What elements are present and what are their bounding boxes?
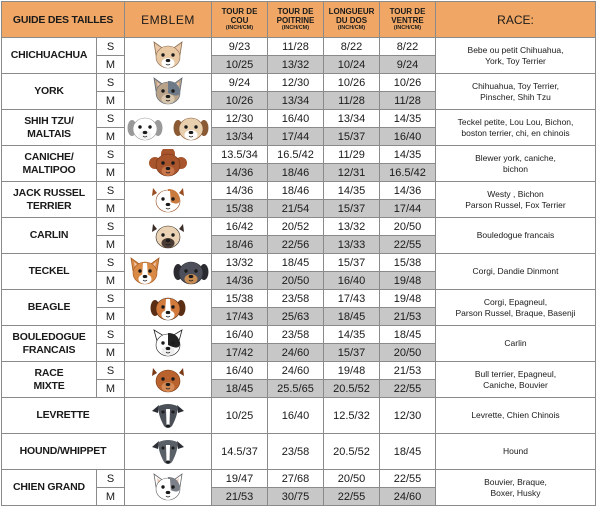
tour-de-ventre-value: 9/24: [380, 56, 436, 74]
longueur-du-dos-value: 20.5/52: [324, 434, 380, 470]
tour-de-ventre-value: 18/45: [380, 434, 436, 470]
breed-name: BOULEDOGUE FRANCAIS: [2, 326, 97, 362]
poodle-face-icon: [125, 149, 211, 179]
table-row: [2, 362, 596, 380]
tour-de-poitrine-value: 12/30: [268, 74, 324, 92]
tour-de-ventre-value: 22/55: [380, 470, 436, 488]
table-row: [2, 398, 596, 434]
tour-de-cou-value: 12/30: [212, 110, 268, 128]
tour-de-poitrine-value: 24/60: [268, 344, 324, 362]
tour-de-cou-value: 16/42: [212, 218, 268, 236]
longueur-du-dos-value: 11/29: [324, 146, 380, 164]
tour-de-poitrine-value: 23/58: [268, 326, 324, 344]
tour-de-cou-value: 15/38: [212, 290, 268, 308]
table-row: [2, 290, 596, 308]
tour-de-ventre-value: 14/35: [380, 146, 436, 164]
longueur-du-dos-value: 20.5/52: [324, 380, 380, 398]
table-row: [2, 254, 596, 272]
tour-de-poitrine-value: 13/34: [268, 92, 324, 110]
tour-de-poitrine-value: 20/50: [268, 272, 324, 290]
tour-de-poitrine-value: 11/28: [268, 38, 324, 56]
tour-de-poitrine-value: 16.5/42: [268, 146, 324, 164]
longueur-du-dos-value: 13/33: [324, 236, 380, 254]
race-cell: Corgi, Dandie Dinmont: [436, 254, 596, 290]
breed-name: LEVRETTE: [2, 398, 125, 434]
longueur-du-dos-value: 15/37: [324, 128, 380, 146]
tour-de-cou-value: 9/24: [212, 74, 268, 92]
race-cell: Bull terrier, Epagneul, Caniche, Bouvier: [436, 362, 596, 398]
breed-name: YORK: [2, 74, 97, 110]
emblem-cell: [125, 398, 212, 434]
tour-de-ventre-value: 21/53: [380, 308, 436, 326]
beagle-face-icon: [125, 293, 211, 323]
tour-de-poitrine-value: 18/45: [268, 254, 324, 272]
tour-de-poitrine-value: 13/32: [268, 56, 324, 74]
size-label: M: [97, 164, 125, 182]
tour-de-poitrine-value: 25/63: [268, 308, 324, 326]
tour-de-ventre-value: 11/28: [380, 92, 436, 110]
tour-de-ventre-value: 17/44: [380, 200, 436, 218]
longueur-du-dos-value: 14/35: [324, 326, 380, 344]
emblem-cell: [125, 470, 212, 506]
size-label: S: [97, 470, 125, 488]
size-label: M: [97, 488, 125, 506]
breed-name: BEAGLE: [2, 290, 97, 326]
longueur-du-dos-value: 13/32: [324, 218, 380, 236]
header-tour-de-cou: TOUR DE COU (INCH/CM): [212, 2, 268, 38]
tour-de-cou-value: 13/34: [212, 128, 268, 146]
table-row: [2, 74, 596, 92]
whippet-face-icon: [125, 437, 211, 467]
tour-de-cou-value: 15/38: [212, 200, 268, 218]
header-tour-de-ventre: TOUR DE VENTRE (INCH/CM): [380, 2, 436, 38]
breed-name: CHIEN GRAND: [2, 470, 97, 506]
emblem-cell: [125, 110, 212, 146]
tour-de-ventre-value: 15/38: [380, 254, 436, 272]
tour-de-poitrine-value: 16/40: [268, 110, 324, 128]
table-row: [2, 434, 596, 470]
race-cell: Bouvier, Braque, Boxer, Husky: [436, 470, 596, 506]
tour-de-cou-value: 13/32: [212, 254, 268, 272]
longueur-du-dos-value: 16/40: [324, 272, 380, 290]
header-longueur-du-dos: LONGUEUR DU DOS (INCH/CM): [324, 2, 380, 38]
longueur-du-dos-value: 14/35: [324, 182, 380, 200]
tour-de-ventre-value: 16/40: [380, 128, 436, 146]
size-label: M: [97, 92, 125, 110]
race-cell: Corgi, Epagneul, Parson Russel, Braque, Basenji: [436, 290, 596, 326]
tour-de-poitrine-value: 18/46: [268, 164, 324, 182]
table-row: [2, 182, 596, 200]
table-row: [2, 326, 596, 344]
size-guide-body: [2, 38, 596, 506]
table-row: [2, 38, 596, 56]
emblem-cell: [125, 74, 212, 110]
tour-de-poitrine-value: 22/56: [268, 236, 324, 254]
tour-de-cou-value: 19/47: [212, 470, 268, 488]
tour-de-ventre-value: 14/35: [380, 110, 436, 128]
size-label: M: [97, 308, 125, 326]
race-cell: Bouledogue francais: [436, 218, 596, 254]
header-row: [2, 2, 596, 38]
tour-de-cou-value: 16/40: [212, 326, 268, 344]
emblem-cell: [125, 362, 212, 398]
size-label: S: [97, 182, 125, 200]
breed-name: CHICHUACHUA: [2, 38, 97, 74]
longueur-du-dos-value: 15/37: [324, 344, 380, 362]
tour-de-poitrine-value: 20/52: [268, 218, 324, 236]
size-label: S: [97, 38, 125, 56]
size-label: M: [97, 200, 125, 218]
tour-de-poitrine-value: 23/58: [268, 434, 324, 470]
race-cell: Hound: [436, 434, 596, 470]
longueur-du-dos-value: 8/22: [324, 38, 380, 56]
tour-de-ventre-value: 18/45: [380, 326, 436, 344]
longueur-du-dos-value: 22/55: [324, 488, 380, 506]
breed-name: SHIH TZU/ MALTAIS: [2, 110, 97, 146]
longueur-du-dos-value: 19/48: [324, 362, 380, 380]
header-emblem: EMBLEM: [125, 2, 212, 38]
tour-de-cou-value: 14.5/37: [212, 434, 268, 470]
tour-de-ventre-value: 12/30: [380, 398, 436, 434]
tour-de-ventre-value: 19/48: [380, 290, 436, 308]
tour-de-cou-value: 13.5/34: [212, 146, 268, 164]
tour-de-cou-value: 10/26: [212, 92, 268, 110]
size-label: S: [97, 110, 125, 128]
race-cell: Teckel petite, Lou Lou, Bichon, boston terrier, chi, en chinois: [436, 110, 596, 146]
jack-russell-face-icon: [125, 185, 211, 215]
longueur-du-dos-value: 12/31: [324, 164, 380, 182]
size-label: S: [97, 74, 125, 92]
race-cell: Levrette, Chien Chinois: [436, 398, 596, 434]
size-label: S: [97, 146, 125, 164]
tour-de-ventre-value: 24/60: [380, 488, 436, 506]
size-label: M: [97, 128, 125, 146]
table-row: [2, 146, 596, 164]
tour-de-cou-value: 14/36: [212, 272, 268, 290]
longueur-du-dos-value: 18/45: [324, 308, 380, 326]
race-cell: Bebe ou petit Chihuahua, York, Toy Terrier: [436, 38, 596, 74]
breed-name: CARLIN: [2, 218, 97, 254]
tour-de-poitrine-value: 17/44: [268, 128, 324, 146]
emblem-cell: [125, 146, 212, 182]
tour-de-poitrine-value: 24/60: [268, 362, 324, 380]
breed-name: JACK RUSSEL TERRIER: [2, 182, 97, 218]
french-bulldog-face-icon: [125, 329, 211, 359]
header-guide: GUIDE DES TAILLES: [2, 2, 125, 38]
longueur-du-dos-value: 10/26: [324, 74, 380, 92]
longueur-du-dos-value: 10/24: [324, 56, 380, 74]
longueur-du-dos-value: 13/34: [324, 110, 380, 128]
header-race: RACE:: [436, 2, 596, 38]
breed-name: RACE MIXTE: [2, 362, 97, 398]
tour-de-ventre-value: 19/48: [380, 272, 436, 290]
size-label: S: [97, 326, 125, 344]
emblem-cell: [125, 218, 212, 254]
size-label: S: [97, 362, 125, 380]
tour-de-cou-value: 21/53: [212, 488, 268, 506]
tour-de-ventre-value: 8/22: [380, 38, 436, 56]
emblem-cell: [125, 38, 212, 74]
race-cell: Carlin: [436, 326, 596, 362]
tour-de-cou-value: 10/25: [212, 398, 268, 434]
greyhound-face-icon: [125, 401, 211, 431]
tour-de-ventre-value: 21/53: [380, 362, 436, 380]
emblem-cell: [125, 434, 212, 470]
table-row: [2, 110, 596, 128]
size-label: M: [97, 236, 125, 254]
tour-de-poitrine-value: 27/68: [268, 470, 324, 488]
emblem-cell: [125, 182, 212, 218]
table-row: [2, 218, 596, 236]
longueur-du-dos-value: 17/43: [324, 290, 380, 308]
tour-de-ventre-value: 22/55: [380, 380, 436, 398]
race-cell: Chihuahua, Toy Terrier, Pinscher, Shih Tzu: [436, 74, 596, 110]
yorkshire-face-icon: [125, 77, 211, 107]
tour-de-poitrine-value: 16/40: [268, 398, 324, 434]
table-row: [2, 470, 596, 488]
tour-de-cou-value: 9/23: [212, 38, 268, 56]
tour-de-poitrine-value: 21/54: [268, 200, 324, 218]
longueur-du-dos-value: 20/50: [324, 470, 380, 488]
tour-de-ventre-value: 14/36: [380, 182, 436, 200]
size-guide-table: [1, 1, 596, 506]
race-cell: Westy , Bichon Parson Russel, Fox Terrier: [436, 182, 596, 218]
size-label: M: [97, 272, 125, 290]
emblem-cell: [125, 254, 212, 290]
breed-name: HOUND/WHIPPET: [2, 434, 125, 470]
chihuahua-face-icon: [125, 41, 211, 71]
mixed-breed-face-icon: [125, 365, 211, 395]
tour-de-poitrine-value: 23/58: [268, 290, 324, 308]
tour-de-ventre-value: 16.5/42: [380, 164, 436, 182]
tour-de-cou-value: 16/40: [212, 362, 268, 380]
longueur-du-dos-value: 11/28: [324, 92, 380, 110]
tour-de-cou-value: 18/45: [212, 380, 268, 398]
header-tour-de-poitrine: TOUR DE POITRINE (INCH/CM): [268, 2, 324, 38]
tour-de-cou-value: 14/36: [212, 164, 268, 182]
longueur-du-dos-value: 15/37: [324, 254, 380, 272]
tour-de-cou-value: 18/46: [212, 236, 268, 254]
shih-tzu-maltese-faces-icon: [125, 113, 211, 143]
tour-de-poitrine-value: 30/75: [268, 488, 324, 506]
size-label: M: [97, 344, 125, 362]
tour-de-ventre-value: 10/26: [380, 74, 436, 92]
tour-de-cou-value: 17/42: [212, 344, 268, 362]
pug-face-icon: [125, 221, 211, 251]
size-label: M: [97, 380, 125, 398]
size-label: M: [97, 56, 125, 74]
size-label: S: [97, 290, 125, 308]
size-label: S: [97, 254, 125, 272]
tour-de-ventre-value: 20/50: [380, 218, 436, 236]
tour-de-poitrine-value: 25.5/65: [268, 380, 324, 398]
tour-de-ventre-value: 22/55: [380, 236, 436, 254]
tour-de-cou-value: 10/25: [212, 56, 268, 74]
husky-face-icon: [125, 473, 211, 503]
size-label: S: [97, 218, 125, 236]
tour-de-cou-value: 14/36: [212, 182, 268, 200]
breed-name: TECKEL: [2, 254, 97, 290]
race-cell: Blewer york, caniche, bichon: [436, 146, 596, 182]
emblem-cell: [125, 290, 212, 326]
breed-name: CANICHE/ MALTIPOO: [2, 146, 97, 182]
tour-de-cou-value: 17/43: [212, 308, 268, 326]
longueur-du-dos-value: 15/37: [324, 200, 380, 218]
longueur-du-dos-value: 12.5/32: [324, 398, 380, 434]
tour-de-poitrine-value: 18/46: [268, 182, 324, 200]
corgi-dachshund-faces-icon: [125, 257, 211, 287]
emblem-cell: [125, 326, 212, 362]
tour-de-ventre-value: 20/50: [380, 344, 436, 362]
